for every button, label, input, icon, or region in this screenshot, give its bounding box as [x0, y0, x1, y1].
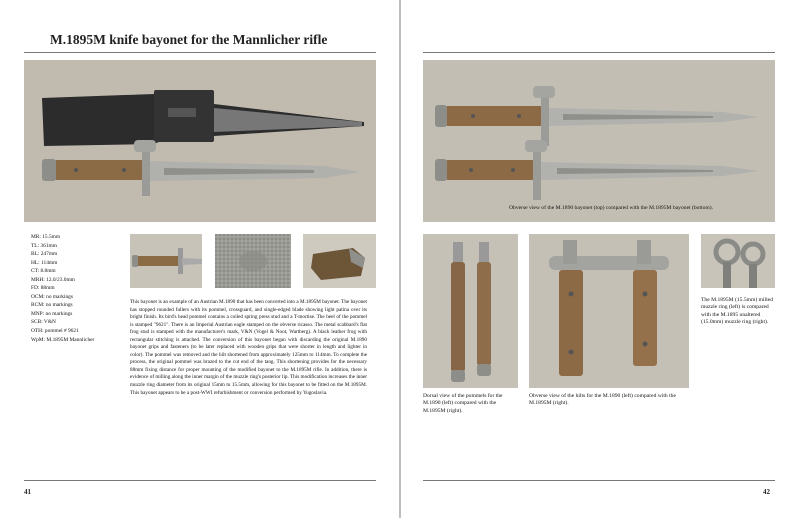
page-number-left: 41 — [24, 488, 31, 496]
specifications-list — [31, 233, 131, 344]
spec-item: SCB: V&N — [31, 319, 56, 326]
spec-item: FD: 88mm — [31, 285, 55, 292]
muzzle-rings-photo — [701, 234, 775, 288]
caption-dorsal-pommels: Dorsal view of the pommels for the M.1890 (left) compared with the M.1895M (right). — [423, 393, 503, 414]
page-number-right: 42 — [763, 488, 770, 496]
caption-muzzle-rings: The M.1895M (15.5mm) milled muzzle ring (left) is compared with the M.1895 unaltered (15.0mm) muzzle ring (right). — [701, 297, 773, 326]
header-rule-right — [423, 52, 775, 53]
marking-detail-image — [215, 234, 291, 288]
hilts-comparison-photo — [529, 234, 689, 388]
footer-rule-right — [423, 480, 775, 481]
title-rule — [24, 52, 376, 53]
muzzle-rings-image — [701, 234, 775, 288]
detail-photo-hilt — [130, 234, 202, 288]
hilt-detail-image — [130, 234, 202, 288]
spec-item: OCM: no markings — [31, 293, 73, 300]
bayonet-with-scabbard-image — [24, 60, 376, 222]
spec-item: BL: 247mm — [31, 251, 58, 258]
dorsal-pommels-photo — [423, 234, 518, 388]
caption-obverse-comparison: Obverse view of the M.1890 bayonet (top) compared with the M.1895M bayonet (bottom). — [509, 205, 713, 211]
spec-item: HL: 114mm — [31, 259, 58, 266]
detail-photo-marking — [215, 234, 291, 288]
spec-item: RCM: no markings — [31, 302, 73, 309]
main-bayonet-photo — [24, 60, 376, 222]
two-bayonets-image — [423, 60, 775, 222]
spec-item: MRH: 12.0/23.0mm — [31, 276, 75, 283]
left-page — [0, 0, 399, 518]
spec-item: MR: 15.5mm — [31, 234, 61, 240]
hilts-comparison-image — [529, 234, 689, 388]
right-page — [401, 0, 800, 518]
footer-rule-left — [24, 480, 376, 481]
spec-item: TL: 361mm — [31, 242, 57, 249]
pommel-detail-image — [303, 234, 376, 288]
body-text: This bayonet is an example of an Austrian M.1890 that has been converted into a M.1895M bayonet. The bayonet has stopped rounded fullers with its pommel, crossguard, and single-edged blade showing light patina over its bright finish. Its bird's head pommel contains a coiled spring press stud and a T-mortise. The heel of the pommel is stamped "9621". There is an Imperial Austrian eagle stamped on the obverse ricasso. The metal scabbard's flat frog stud is stamped with the manufacturer's mark, V&N (Vogel & Noot, Wartberg). A black leather frog with rectangular stitching is attached. The conversion of this bayonet began with discarding the original M.1890 bayonet grips and fasteners (to be later replaced with wooden grips that were shorter in length and lighter in color). The pommel was removed and the hilt shortened from approximately 125mm to 114mm. To complete the process, the original pommel was brazed to the cut end of the tang. This shortening provides for the necessary 88mm fixing distance for proper mounting of the modified bayonet to the M.1895M rifle. In addition, there is evidence of milling along the inner margin of the muzzle ring's posterior lip. This modification increases the inner muzzle ring diameter from its original 15mm to 15.5mm, allowing for this bayonet to be fitted on the M.1895M. This bayonet appears to be a post-WWI refurbishment or conversion performed by Yugoslavia. — [130, 299, 367, 396]
dorsal-pommels-image — [423, 234, 518, 388]
spec-item: CT: 8.8mm — [31, 268, 56, 275]
detail-photo-pommel — [303, 234, 376, 288]
spec-item: OTH: pommel # 9621 — [31, 328, 79, 335]
caption-hilts: Obverse view of the hilts for the M.1890 (left) compared with the M.1895M (right). — [529, 393, 676, 407]
bayonet-comparison-photo — [423, 60, 775, 222]
spec-item: MNP: no markings — [31, 310, 73, 317]
spec-item: WpM: M.1895M Mannlicher — [31, 336, 95, 343]
page-title: M.1895M knife bayonet for the Mannlicher rifle — [50, 32, 328, 47]
